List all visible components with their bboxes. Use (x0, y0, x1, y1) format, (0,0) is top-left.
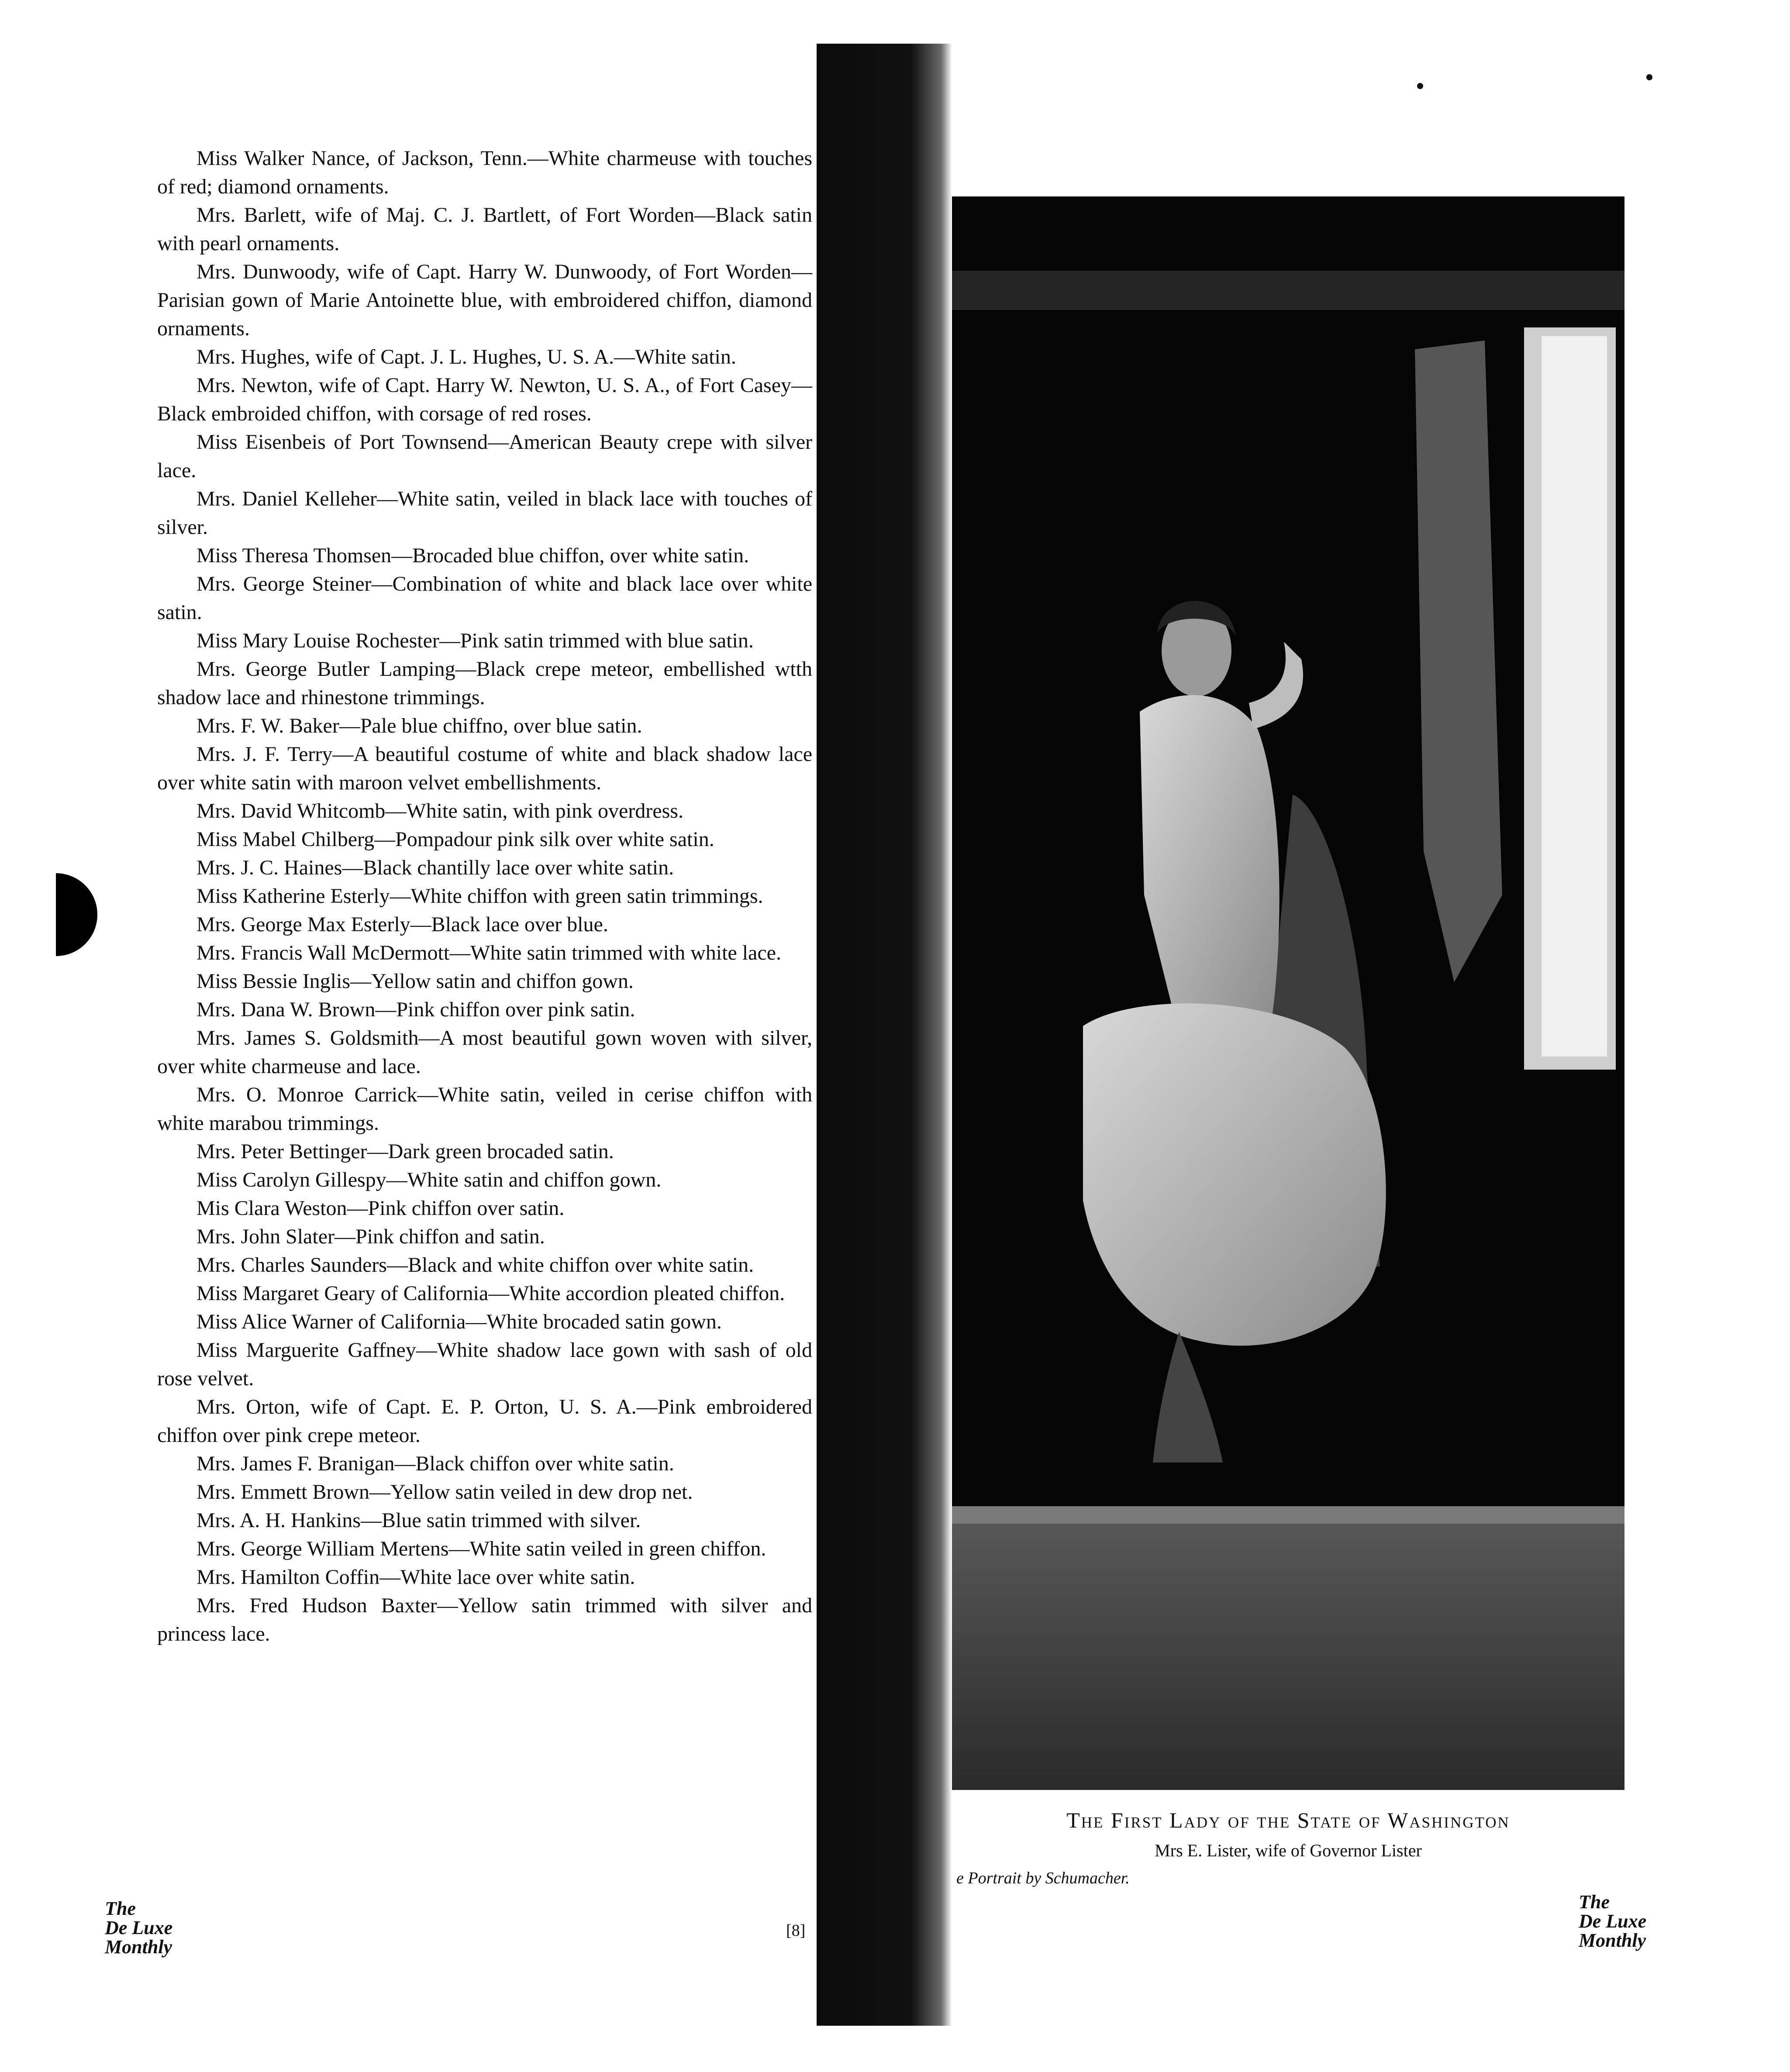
list-item: Mrs. David Whitcomb—White satin, with pink overdress. (197, 799, 683, 823)
logo-line: De Luxe (105, 1917, 173, 1938)
logo-line: The (1579, 1891, 1610, 1913)
portrait-image (952, 196, 1624, 1790)
portrait-photograph (952, 196, 1624, 1790)
list-item: Miss Eisenbeis of Port Townsend—American Beauty crepe with silver lace. (157, 430, 812, 482)
page-number: [8] (786, 1921, 806, 1940)
logo-line: Monthly (105, 1936, 172, 1958)
list-item: Mrs. Barlett, wife of Maj. C. J. Bartlett, of Fort Worden—Black satin with pearl ornaments. (157, 203, 812, 255)
dress-entries-column (157, 144, 812, 1648)
list-item: Mrs. Emmett Brown—Yellow satin veiled in dew drop net. (197, 1480, 693, 1504)
logo-line: De Luxe (1579, 1910, 1647, 1932)
list-item: Mrs. James S. Goldsmith—A most beautiful gown woven with silver, over white charmeuse and lace. (157, 1026, 812, 1078)
list-item: Miss Katherine Esterly—White chiffon with green satin trimmings. (197, 885, 763, 908)
list-item: Mrs. Hughes, wife of Capt. J. L. Hughes, U. S. A.—White satin. (197, 345, 736, 368)
print-speck (1417, 83, 1423, 89)
list-item: Mrs. Dunwoody, wife of Capt. Harry W. Dunwoody, of Fort Worden—Parisian gown of Marie Antoinette blue, with embroidered chiffon, diamond ornaments. (157, 260, 812, 340)
list-item: Mrs. James F. Branigan—Black chiffon over white satin. (197, 1452, 674, 1475)
list-item: Mrs. Orton, wife of Capt. E. P. Orton, U. S. A.—Pink embroidered chiffon over pink crepe meteor. (157, 1395, 812, 1447)
list-item: Miss Carolyn Gillespy—White satin and chiffon gown. (197, 1168, 662, 1191)
list-item: Mrs. O. Monroe Carrick—White satin, veiled in cerise chiffon with white marabou trimmings. (157, 1083, 812, 1135)
list-item: Mrs. A. H. Hankins—Blue satin trimmed with silver. (197, 1509, 641, 1532)
dark-print-band (817, 44, 952, 2026)
caption-subtitle: Mrs E. Lister, wife of Governor Lister (1155, 1841, 1422, 1860)
photo-credit: e Portrait by Schumacher. (956, 1869, 1130, 1887)
list-item: Miss Mary Louise Rochester—Pink satin trimmed with blue satin. (197, 629, 754, 652)
magazine-logo-left (105, 1899, 172, 1957)
margin-mark (56, 873, 97, 956)
list-item: Mrs. George Steiner—Combination of white and black lace over white satin. (157, 572, 812, 624)
list-item: Mrs. George Max Esterly—Black lace over blue. (197, 913, 608, 936)
list-item: Miss Theresa Thomsen—Brocaded blue chiffon, over white satin. (197, 544, 749, 567)
list-item: Mrs. Charles Saunders—Black and white chiffon over white satin. (197, 1253, 754, 1277)
list-item: Miss Bessie Inglis—Yellow satin and chiffon gown. (197, 970, 634, 993)
logo-line: Monthly (1579, 1930, 1646, 1951)
list-item: Mrs. Francis Wall McDermott—White satin trimmed with white lace. (197, 941, 781, 964)
list-item: Miss Margaret Geary of California—White accordion pleated chiffon. (197, 1282, 785, 1305)
list-item: Miss Alice Warner of California—White brocaded satin gown. (197, 1310, 722, 1333)
list-item: Mrs. George William Mertens—White satin veiled in green chiffon. (197, 1537, 766, 1560)
list-item: Mrs. J. C. Haines—Black chantilly lace over white satin. (197, 856, 674, 879)
print-speck (1646, 74, 1652, 80)
list-item: Mrs. Fred Hudson Baxter—Yellow satin trimmed with silver and princess lace. (157, 1594, 812, 1645)
list-item: Mrs. John Slater—Pink chiffon and satin. (197, 1225, 545, 1248)
list-item: Mrs. Newton, wife of Capt. Harry W. Newton, U. S. A., of Fort Casey—Black embroided chiffon, with corsage of red roses. (157, 374, 812, 425)
list-item: Miss Mabel Chilberg—Pompadour pink silk over white satin. (197, 828, 714, 851)
magazine-logo-right (1579, 1893, 1646, 1950)
list-item: Mis Clara Weston—Pink chiffon over satin. (197, 1197, 565, 1220)
list-item: Mrs. Peter Bettinger—Dark green brocaded satin. (197, 1140, 614, 1163)
list-item: Miss Walker Nance, of Jackson, Tenn.—White charmeuse with touches of red; diamond ornaments. (157, 147, 812, 198)
list-item: Miss Marguerite Gaffney—White shadow lace gown with sash of old rose velvet. (157, 1339, 812, 1390)
list-item: Mrs. F. W. Baker—Pale blue chiffno, over blue satin. (197, 714, 642, 737)
list-item: Mrs. George Butler Lamping—Black crepe meteor, embellished wtth shadow lace and rhinestone trimmings. (157, 657, 812, 709)
list-item: Mrs. Dana W. Brown—Pink chiffon over pink satin. (197, 998, 635, 1021)
caption-title: The First Lady of the State of Washington (1066, 1808, 1510, 1832)
list-item: Mrs. Daniel Kelleher—White satin, veiled in black lace with touches of silver. (157, 487, 812, 539)
list-item: Mrs. Hamilton Coffin—White lace over white satin. (197, 1566, 635, 1589)
list-item: Mrs. J. F. Terry—A beautiful costume of white and black shadow lace over white satin with maroon velvet embellishments. (157, 743, 812, 794)
logo-line: The (105, 1898, 136, 1919)
